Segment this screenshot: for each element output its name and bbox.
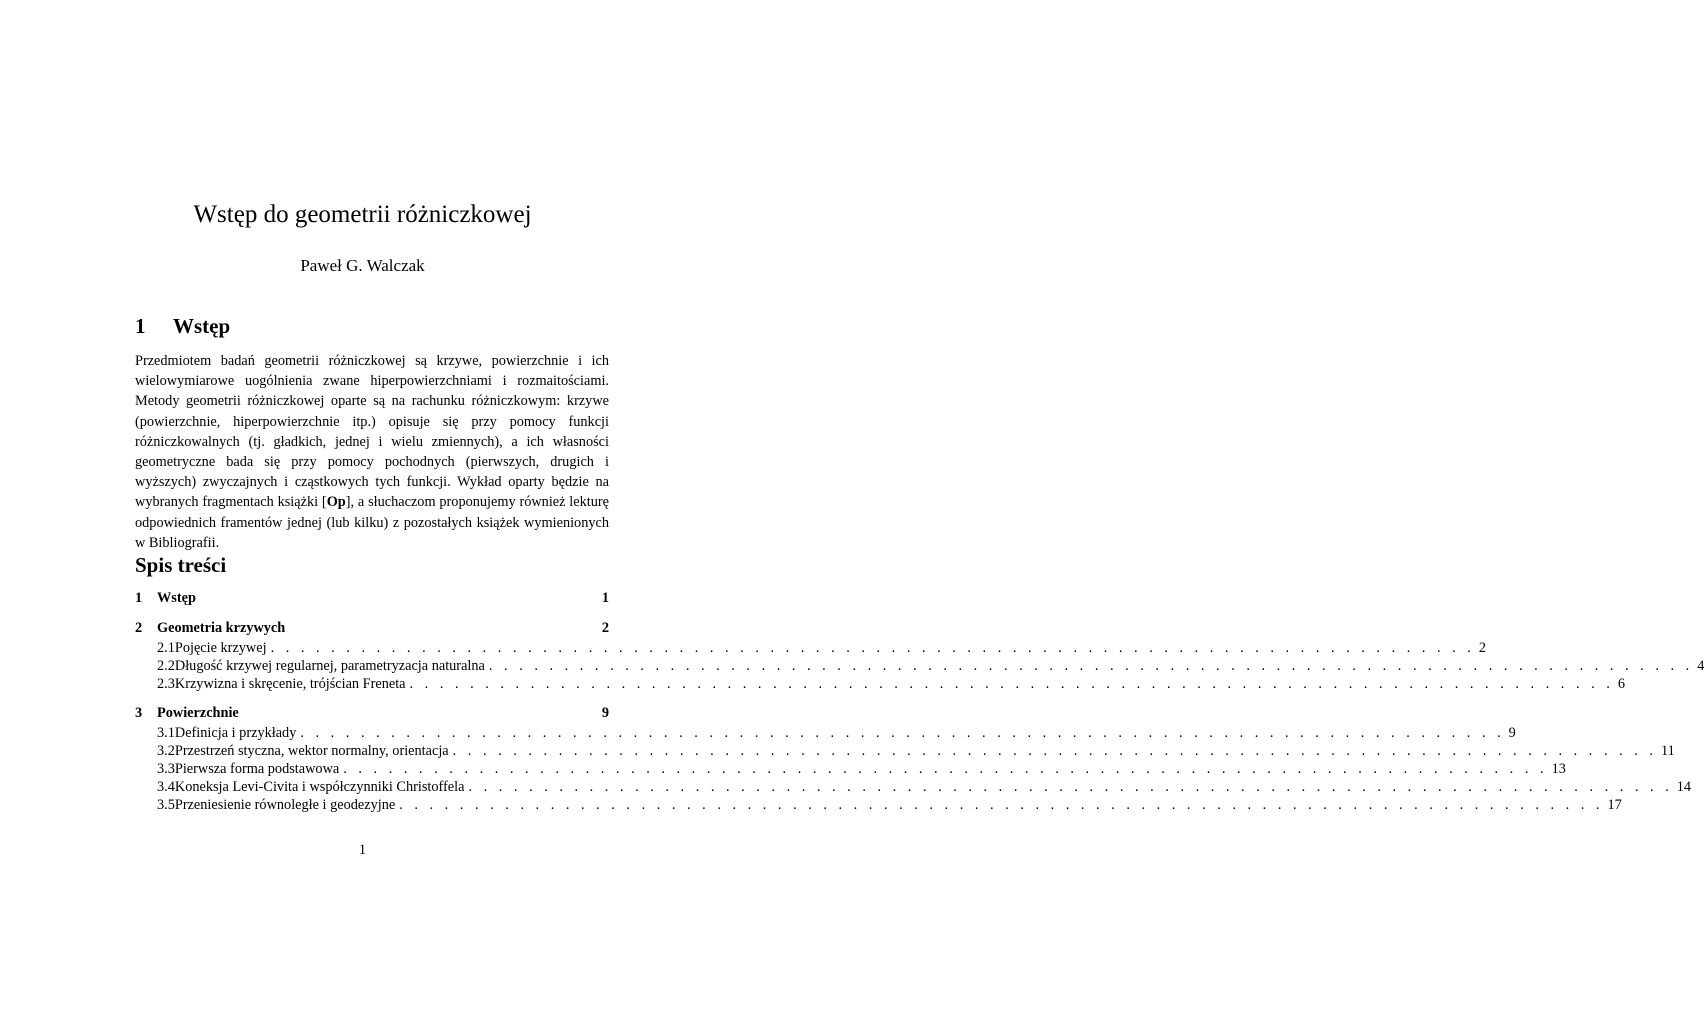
- toc-subsection-number: 3.2: [157, 742, 175, 759]
- toc-subsection-entry[interactable]: [135, 779, 1692, 797]
- toc-subsection-page: 6: [1617, 676, 1625, 693]
- intro-text-part1: Przedmiotem badań geometrii różniczkowej są krzywe, powierzchnie i ich wielowymiarowe uogólnienia zwane hiperpowierzchniami i rozmaitościami. Metody geometrii różniczkowej oparte są na rachunku różniczkowym: krzywe (powierzchnie, hiperpowierzchnie itp.) opisuje się przy pomocy funkcji różniczkowalnych (tj. gładkich, jednej i wielu zmiennych), a ich własności geometryczne bada się przy pomocy pochodnych (pierwszych, drugich i wyższych) zwyczajnych i cząstkowych tych funkcji. Wykład oparty będzie na wybranych fragmentach książki [: [135, 353, 609, 511]
- toc-subsection-number: 3.1: [157, 724, 175, 741]
- toc-dot-leader: . . . . . . . . . . . . . . . . . . . . . . . . . . . . . . . . . . . . . . . . . . . . . . . . . . . . . . . . . . . . . . . . . . . . . . . . . . . . . . . .: [300, 724, 1505, 741]
- toc-dot-leader: . . . . . . . . . . . . . . . . . . . . . . . . . . . . . . . . . . . . . . . . . . . . . . . . . . . . . . . . . . . . . . . . . . . . . . . . . . . . . . . .: [468, 779, 1673, 796]
- toc-subsection-entry[interactable]: [135, 760, 1566, 779]
- toc-subsection-page: 14: [1676, 779, 1692, 796]
- toc-dot-leader: . . . . . . . . . . . . . . . . . . . . . . . . . . . . . . . . . . . . . . . . . . . . . . . . . . . . . . . . . . . . . . . . . . . . . . . . . . . . . . . .: [452, 742, 1657, 759]
- toc-subsection-page: 4: [1697, 658, 1704, 675]
- toc-subsection-number: 3.3: [157, 760, 175, 777]
- citation-link[interactable]: Op: [326, 494, 346, 511]
- toc-section-page: 9: [601, 704, 609, 721]
- toc-subsection-number: 3.4: [157, 779, 175, 796]
- toc-section-page: 1: [601, 590, 609, 606]
- toc-section-page: 2: [601, 620, 609, 636]
- toc-subsection-title: Pojęcie krzywej: [174, 640, 267, 656]
- toc-section-title: Powierzchnie: [157, 704, 239, 721]
- toc-subsection-page: 13: [1551, 760, 1566, 777]
- toc-subsection-title: Definicja i przykłady: [174, 724, 297, 741]
- toc-section-entry[interactable]: [135, 705, 609, 725]
- section-number: 1: [135, 314, 146, 338]
- toc-subsection-page: 17: [1607, 797, 1622, 814]
- toc-section-entry[interactable]: [135, 590, 609, 610]
- toc-subsection-page: 11: [1660, 742, 1675, 759]
- toc-subsection-entry[interactable]: [135, 658, 1704, 676]
- toc-section-group: [135, 620, 1704, 695]
- toc-section-number: 2: [135, 620, 143, 636]
- toc-subsection-number: 2.3: [157, 676, 175, 693]
- toc-subsection-entry[interactable]: [135, 797, 1622, 815]
- toc-dot-leader: . . . . . . . . . . . . . . . . . . . . . . . . . . . . . . . . . . . . . . . . . . . . . . . . . . . . . . . . . . . . . . . . . . . . . . . . . . . . . . . .: [270, 640, 1475, 656]
- toc-subsection-title: Długość krzywej regularnej, parametryzacja naturalna: [174, 658, 485, 675]
- toc-subsection-entry[interactable]: [135, 640, 1487, 658]
- toc-subsection-number: 3.5: [157, 797, 175, 814]
- toc-dot-leader: . . . . . . . . . . . . . . . . . . . . . . . . . . . . . . . . . . . . . . . . . . . . . . . . . . . . . . . . . . . . . . . . . . . . . . . . . . . . . . . .: [488, 658, 1694, 675]
- page-number: 1: [358, 842, 367, 858]
- toc-subsection-title: Przeniesienie równoległe i geodezyjne: [174, 797, 396, 814]
- toc-subsection-entry[interactable]: [135, 676, 1625, 694]
- toc-section-title: Wstęp: [157, 590, 196, 606]
- table-of-contents: [135, 590, 1704, 826]
- paper-title: Wstęp do geometrii różniczkowej: [193, 201, 532, 228]
- toc-subsection-number: 2.2: [157, 658, 175, 675]
- toc-section-number: 1: [135, 590, 143, 606]
- intro-paragraph: [135, 351, 609, 553]
- section-heading: [135, 314, 230, 339]
- toc-section-number: 3: [135, 704, 143, 721]
- intro-text-part2: ], a słuchaczom proponujemy również lekturę odpowiednich framentów jednej (lub kilku) z pozostałych książek wymienionych w Bibliografii.: [135, 494, 610, 551]
- toc-dot-leader: . . . . . . . . . . . . . . . . . . . . . . . . . . . . . . . . . . . . . . . . . . . . . . . . . . . . . . . . . . . . . . . . . . . . . . . . . . . . . . . .: [399, 797, 1604, 814]
- toc-section-title: Geometria krzywych: [157, 620, 286, 636]
- toc-subsection-title: Pierwsza forma podstawowa: [174, 760, 340, 777]
- toc-dot-leader: . . . . . . . . . . . . . . . . . . . . . . . . . . . . . . . . . . . . . . . . . . . . . . . . . . . . . . . . . . . . . . . . . . . . . . . . . . . . . . . .: [343, 760, 1548, 777]
- toc-subsection-entry[interactable]: [135, 724, 1516, 743]
- toc-subsection-title: Koneksja Levi-Civita i współczynniki Christoffela: [174, 779, 465, 796]
- toc-dot-leader: . . . . . . . . . . . . . . . . . . . . . . . . . . . . . . . . . . . . . . . . . . . . . . . . . . . . . . . . . . . . . . . . . . . . . . . . . . . . . . . .: [409, 676, 1614, 693]
- toc-subsection-entry[interactable]: [135, 742, 1675, 761]
- section-title: Wstęp: [173, 314, 231, 338]
- toc-section-group: [135, 590, 609, 610]
- toc-subsection-page: 2: [1478, 640, 1487, 656]
- author-name: Paweł G. Walczak: [300, 256, 425, 275]
- toc-heading: Spis treści: [135, 553, 227, 577]
- toc-subsection-number: 2.1: [157, 640, 175, 656]
- toc-section-group: [135, 704, 1692, 816]
- toc-section-entry[interactable]: [135, 620, 609, 640]
- toc-subsection-page: 9: [1508, 724, 1516, 741]
- toc-subsection-title: Krzywizna i skręcenie, trójścian Freneta: [174, 676, 406, 693]
- toc-subsection-title: Przestrzeń styczna, wektor normalny, orientacja: [174, 742, 449, 759]
